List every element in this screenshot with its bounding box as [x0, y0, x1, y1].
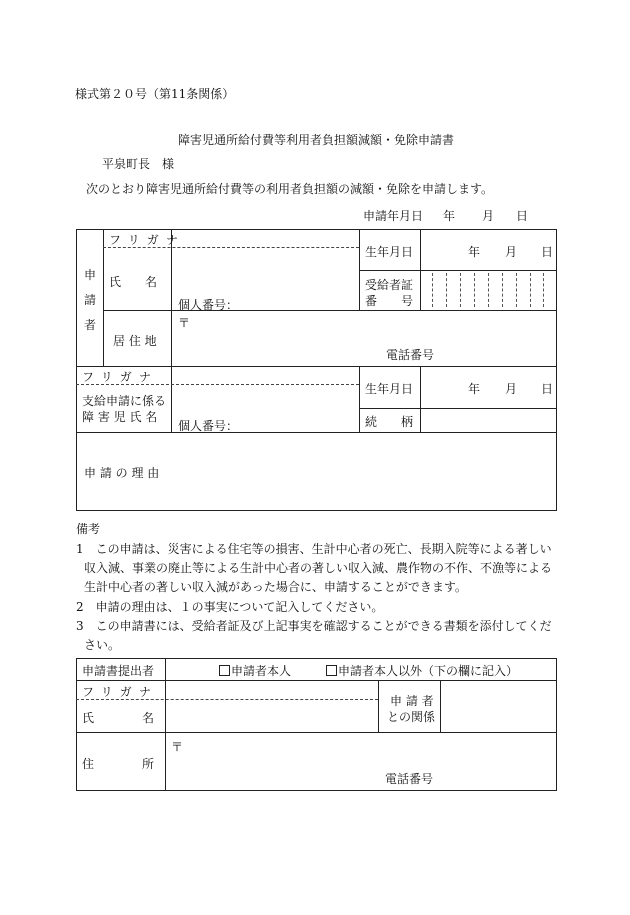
recipient-number-label-line2: 番 号	[365, 294, 414, 308]
note-line: 1 この申請は、災害による住宅等の損害、生計中心者の死亡、長期入院等による著しい	[76, 542, 552, 556]
child-furigana-label: フリガナ	[82, 370, 159, 384]
option-self-label: 申請者本人	[231, 664, 292, 678]
applicant-group-char-2: 請	[84, 293, 97, 307]
application-date-year: 年	[443, 209, 456, 223]
note-line: 収入減、事業の廃止等による生計中心者の著しい収入減、農作物の不作、不漁等による	[84, 561, 553, 575]
applicant-personal-number-label: 個人番号：	[178, 298, 239, 312]
reason-label: 申 請 の 理 由	[84, 466, 160, 480]
submitter-address-label: 住 所	[82, 757, 155, 771]
relation-label-line1: 申 請 者	[390, 694, 434, 708]
child-birth-label: 生年月日	[365, 382, 414, 396]
submitter-name-label: 氏 名	[82, 711, 155, 725]
note-line: さい。	[84, 638, 121, 652]
applicant-birth-day: 日	[541, 245, 554, 259]
option-other-label: 申請者本人以外（下の欄に記入）	[338, 664, 519, 678]
application-date-month: 月	[482, 209, 495, 223]
applicant-group-char-3: 者	[84, 318, 97, 332]
child-name-label-line1: 支給申請に係る	[82, 394, 167, 408]
submitter-postal-mark: 〒	[171, 740, 184, 754]
applicant-birth-label: 生年月日	[365, 245, 414, 259]
intro-text: 次のとおり障害児通所給付費等の利用者負担額の減額・免除を申請します。	[86, 182, 494, 196]
checkbox-icon[interactable]	[219, 665, 230, 676]
submitter-label: 申請書提出者	[82, 664, 155, 678]
child-birth-month: 月	[505, 382, 518, 396]
applicant-phone-label: 電話番号	[386, 348, 435, 362]
applicant-birth-year: 年	[468, 245, 481, 259]
applicant-name-label: 氏 名	[109, 275, 158, 289]
form-number: 様式第２０号（第11条関係）	[75, 87, 235, 101]
child-birth-day: 日	[541, 382, 554, 396]
submitter-furigana-label: フリガナ	[82, 685, 159, 699]
recipient-number-label-line1: 受給者証	[365, 278, 414, 292]
relation-label-line2: との関係	[387, 710, 436, 724]
application-date-day: 日	[516, 209, 529, 223]
document-title: 障害児通所給付費等利用者負担額減額・免除申請書	[178, 133, 455, 147]
note-line: 2 申請の理由は、１の事実について記入してください。	[76, 600, 384, 614]
child-birth-year: 年	[468, 382, 481, 396]
applicant-postal-mark: 〒	[178, 316, 191, 330]
checkbox-icon[interactable]	[326, 665, 337, 676]
application-date-label: 申請年月日	[363, 209, 424, 223]
addressee: 平泉町長 様	[102, 157, 175, 171]
option-self[interactable]	[219, 662, 291, 679]
note-line: 3 この申請書には、受給者証及び上記事実を確認することができる書類を添付してくだ	[76, 619, 552, 633]
applicant-birth-month: 月	[505, 245, 518, 259]
note-line: 生計中心者の著しい収入減があった場合に、申請することができます。	[84, 580, 467, 594]
option-other[interactable]	[326, 662, 518, 679]
applicant-address-label: 居 住 地	[113, 334, 157, 348]
applicant-group-char-1: 申	[84, 268, 97, 282]
submitter-phone-label: 電話番号	[385, 772, 434, 786]
notes-heading: 備考	[76, 522, 101, 536]
applicant-furigana-label: フリガナ	[109, 233, 186, 247]
child-relation-label: 続 柄	[365, 415, 414, 429]
child-name-label-line2: 障 害 児 氏 名	[82, 410, 158, 424]
child-personal-number-label: 個人番号：	[178, 419, 239, 433]
